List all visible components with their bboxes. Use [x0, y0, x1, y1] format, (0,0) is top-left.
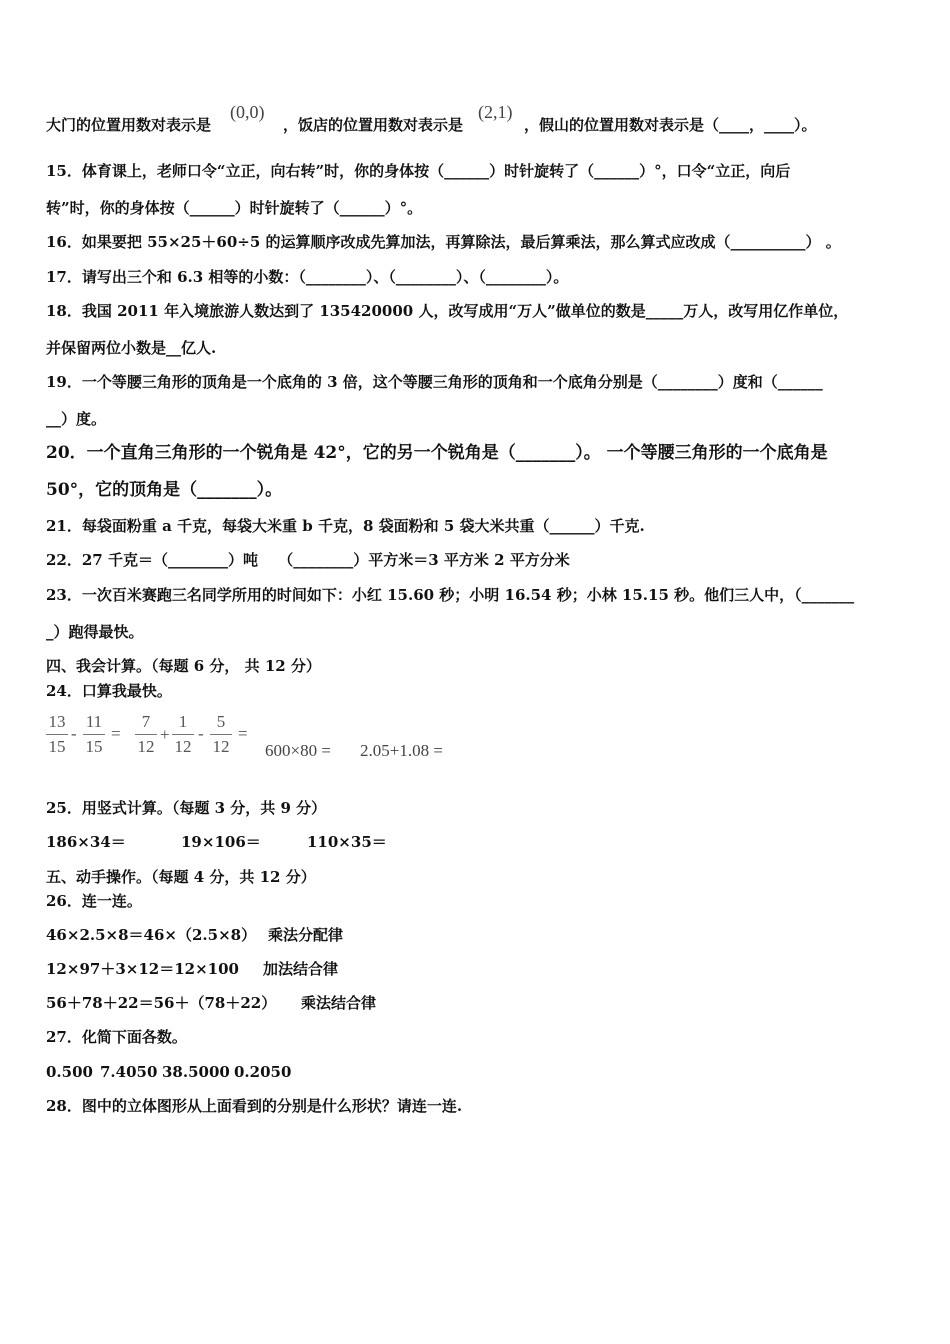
q24-expr-multiply: 600×80 = — [265, 741, 331, 760]
q24-f2-denominator: 15 — [85, 737, 103, 756]
q24-expr-add: 2.05+1.08 = — [360, 741, 443, 760]
q25-expr-3: 110×35＝ — [307, 833, 387, 851]
q14-part3: ，假山的位置用数对表示是（____，____）。 — [524, 116, 817, 134]
q23-line2: _）跑得最快。 — [46, 623, 144, 641]
q27-title: 27．化简下面各数。 — [46, 1028, 187, 1046]
q24-title: 24．口算我最快。 — [46, 682, 172, 700]
q14-coord-gate: (0,0) — [230, 102, 265, 122]
q24-f3-denominator: 12 — [137, 737, 155, 756]
q26-right-1: 乘法分配律 — [268, 926, 344, 944]
q27-value-4: 0.2050 — [234, 1063, 292, 1081]
q15-line2: 转”时，你的身体按（______）时针旋转了（______）°。 — [46, 199, 423, 217]
q24-f5-denominator: 12 — [212, 737, 230, 756]
q24-fraction-3 — [133, 712, 159, 757]
q28-line: 28．图中的立体图形从上面看到的分别是什么形状？请连一连. — [46, 1097, 463, 1115]
q14-part1: 大门的位置用数对表示是 — [46, 116, 212, 134]
fraction-bar — [46, 734, 68, 735]
q14-line — [46, 115, 211, 135]
q24-equals-2: = — [238, 724, 248, 743]
q16-line: 16．如果要把 55×25＋60÷5 的运算顺序改成先算加法，再算除法，最后算乘法，那么算式应改成（__________） 。 — [46, 233, 841, 251]
q24-fraction-4 — [170, 712, 196, 757]
q15-line1: 15．体育课上，老师口令“立正，向右转”时，你的身体按（______）时针旋转了（______）°，口令“立正，向后 — [46, 162, 791, 180]
q18-line1: 18．我国 2011 年入境旅游人数达到了 135420000 人，改写成用“万人”做单位的数是_____万人，改写用亿作单位， — [46, 302, 849, 320]
q24-f5-numerator: 5 — [216, 712, 226, 731]
q19-line2: __）度。 — [46, 410, 107, 428]
q24-f3-numerator: 7 — [141, 712, 151, 731]
q26-left-2: 12×97＋3×12＝12×100 — [46, 960, 239, 978]
q24-f4-denominator: 12 — [174, 737, 192, 756]
q14-coord-hotel: (2,1) — [478, 102, 513, 122]
q24-op-plus: + — [160, 725, 170, 744]
q26-left-3: 56＋78＋22＝56＋（78＋22） — [46, 994, 277, 1012]
q14-part2-line — [283, 115, 463, 135]
fraction-bar — [83, 734, 105, 735]
q24-fraction-2 — [81, 712, 107, 757]
q19-line1: 19．一个等腰三角形的顶角是一个底角的 3 倍，这个等腰三角形的顶角和一个底角分别是（________）度和（______ — [46, 373, 823, 391]
section-5-heading: 五、动手操作。（每题 4 分，共 12 分） — [46, 868, 316, 886]
q27-value-1: 0.500 — [46, 1063, 93, 1081]
q24-fraction-5 — [208, 712, 234, 757]
q24-equals-1: = — [111, 724, 121, 743]
q20-line2: 50°，它的顶角是（_______）。 — [46, 480, 283, 500]
q25-title: 25．用竖式计算。（每题 3 分，共 9 分） — [46, 799, 327, 817]
q24-f2-numerator: 11 — [85, 712, 103, 731]
q24-op-minus-2: - — [198, 724, 204, 743]
fraction-bar — [135, 734, 157, 735]
q24-f1-denominator: 15 — [48, 737, 66, 756]
q24-f4-numerator: 1 — [178, 712, 188, 731]
q26-left-1: 46×2.5×8＝46×（2.5×8） — [46, 926, 257, 944]
q21-line: 21．每袋面粉重 a 千克，每袋大米重 b 千克，8 袋面粉和 5 袋大米共重（______）千克. — [46, 517, 645, 535]
fraction-bar — [210, 734, 232, 735]
q22-line: 22．27 千克＝（________）吨 （________）平方米＝3 平方米 2 平方分米 — [46, 551, 570, 569]
q14-part3-line — [524, 115, 817, 135]
fraction-bar — [172, 734, 194, 735]
q25-expr-1: 186×34＝ — [46, 833, 126, 851]
q24-f1-numerator: 13 — [48, 712, 66, 731]
q27-value-3: 38.5000 — [162, 1063, 230, 1081]
q26-right-2: 加法结合律 — [263, 960, 339, 978]
q18-line2: 并保留两位小数是__亿人. — [46, 339, 217, 357]
q26-right-3: 乘法结合律 — [301, 994, 377, 1012]
q20-line1: 20．一个直角三角形的一个锐角是 42°，它的另一个锐角是（_______）。 一个等腰三角形的一个底角是 — [46, 443, 828, 463]
q24-op-minus-1: - — [71, 724, 77, 743]
q17-line: 17．请写出三个和 6.3 相等的小数：（________）、（________）、（________）。 — [46, 268, 569, 286]
q24-fraction-1 — [44, 712, 70, 757]
q27-value-2: 7.4050 — [100, 1063, 158, 1081]
q23-line1: 23．一次百米赛跑三名同学所用的时间如下：小红 15.60 秒；小明 16.54 秒；小林 15.15 秒。他们三人中，（_______ — [46, 586, 855, 604]
q25-expr-2: 19×106＝ — [181, 833, 261, 851]
q26-title: 26．连一连。 — [46, 892, 142, 910]
q14-part2: ，饭店的位置用数对表示是 — [283, 116, 464, 134]
section-4-heading: 四、我会计算。（每题 6 分， 共 12 分） — [46, 657, 321, 675]
